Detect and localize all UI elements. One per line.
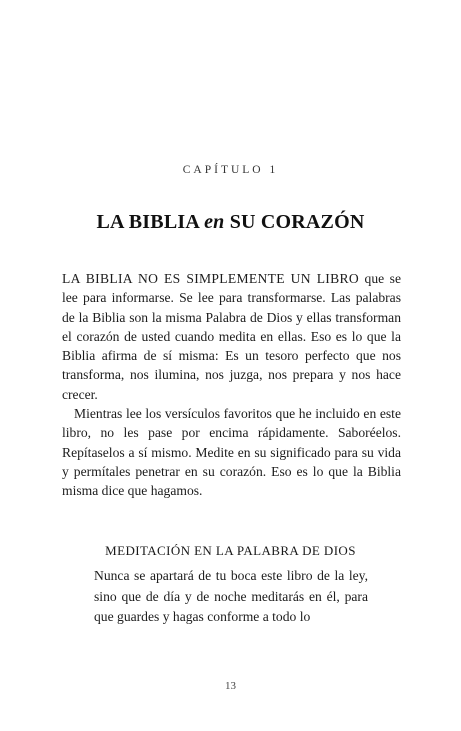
page-number: 13 [225, 680, 236, 692]
paragraph-2: Mientras lee los versículos favoritos que he incluido en este libro, no les pase por encima rápidamente. Saboréelos. Repítaselos a sí mismo. Medite en su significado para su vida y permítales penetrar en su corazón. Eso es lo que la Biblia misma dice que hagamos. [62, 406, 401, 499]
chapter-title-part-2: en [204, 211, 225, 233]
paragraph-1 [62, 269, 401, 404]
chapter-label: CAPÍTULO 1 [182, 164, 279, 176]
paragraph-1-rest: que se lee para informarse. Se lee para transformarse. Las palabras de la Biblia son la misma Palabra de Dios y ellas transforman el corazón de usted cuando medita en ellas. Eso es lo que la Biblia afirma de sí misma: Es un tesoro perfecto que nos transforma, nos ilumina, nos juzga, nos prepara y nos hace crecer. [62, 271, 401, 402]
meditation-passage [94, 566, 368, 628]
body-text [62, 269, 401, 501]
section-heading: MEDITACIÓN EN LA PALABRA DE DIOS [105, 543, 356, 558]
chapter-title [0, 211, 461, 234]
chapter-title-part-1: LA BIBLIA [96, 211, 205, 233]
meditation-text: Nunca se apartará de tu boca este libro de la ley, sino que de día y de noche meditarás en él, para que guardes y hagas conforme a todo lo [94, 568, 368, 624]
chapter-title-part-3: SU CORAZÓN [224, 211, 365, 233]
paragraph-1-lead: LA BIBLIA NO ES SIMPLEMENTE UN LIBRO [62, 271, 359, 286]
